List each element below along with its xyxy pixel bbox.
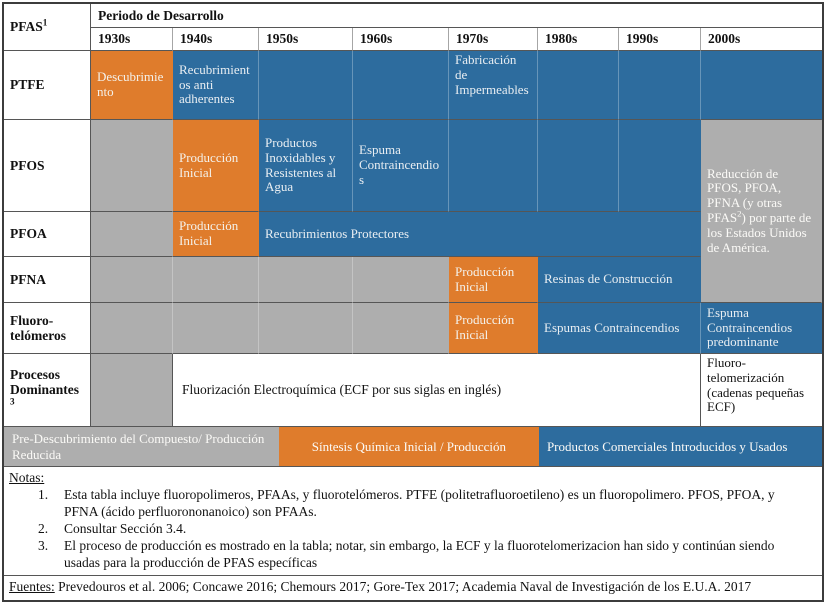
cell-pfoa-1930s bbox=[91, 212, 173, 257]
note-number: 1. bbox=[38, 487, 49, 502]
cell-pro-1930s bbox=[91, 354, 173, 427]
header-decade-1930s: 1930s bbox=[91, 28, 173, 51]
development-table bbox=[4, 4, 822, 427]
processes-label: Procesos Dominantes bbox=[10, 366, 80, 398]
header-pfas bbox=[4, 4, 91, 51]
cell-pro-fluorotelomerization: Fluoro-telomerización (cadenas pequeñas ECF) bbox=[701, 354, 822, 427]
header-decade-1960s: 1960s bbox=[353, 28, 449, 51]
cell-flu-1950s bbox=[259, 303, 353, 354]
cell-pfna-initial-production: Producción Inicial bbox=[449, 257, 538, 303]
cell-ptfe-1950s bbox=[259, 51, 353, 120]
legend-commercial-label: Productos Comerciales Introducidos y Usados bbox=[546, 438, 788, 454]
cell-pfna-1950s bbox=[259, 257, 353, 303]
cell-flu-initial-production: Producción Inicial bbox=[449, 303, 538, 354]
legend-synthesis bbox=[279, 427, 539, 466]
legend bbox=[4, 427, 822, 467]
note-text: Esta tabla incluye fluoropolimeros, PFAAs, y fluorotelómeros. PTFE (politetrafluoroetileno) es un fluoropolimero. PFOS, PFOA, y PFNA (ácido perfluorononanoico) son PFAAs. bbox=[64, 487, 775, 519]
cell-flu-foam-predominant: Espuma Contraincendios predominante bbox=[701, 303, 822, 354]
sources-label: Fuentes: bbox=[9, 579, 55, 594]
cell-pfos-1980s bbox=[538, 120, 619, 212]
cell-ptfe-1980s bbox=[538, 51, 619, 120]
notes-section bbox=[4, 467, 822, 575]
row-label-pfoa: PFOA bbox=[4, 212, 91, 257]
notes-title: Notas: bbox=[9, 470, 45, 485]
header-decade-1970s: 1970s bbox=[449, 28, 538, 51]
cell-pfos-1970s bbox=[449, 120, 538, 212]
row-label-fluorotelomers: Fluoro-telómeros bbox=[4, 303, 91, 354]
cell-pfna-1940s bbox=[173, 257, 259, 303]
processes-superscript: 3 bbox=[10, 396, 15, 407]
cell-flu-1940s bbox=[173, 303, 259, 354]
note-number: 2. bbox=[38, 521, 49, 536]
header-decade-1940s: 1940s bbox=[173, 28, 259, 51]
header-decade-1980s: 1980s bbox=[538, 28, 619, 51]
cell-ptfe-discovery: Descubrimiento bbox=[91, 51, 173, 120]
legend-pre-discovery-label: Pre-Descubrimiento del Compuesto/ Producción Reducida bbox=[12, 430, 265, 462]
note-item-3 bbox=[38, 537, 814, 571]
reduction-text-tail: ) por parte de los Estados Unidos de América. bbox=[707, 210, 812, 255]
pfas-development-figure bbox=[2, 2, 824, 602]
note-number: 3. bbox=[38, 538, 49, 553]
note-text: Consultar Sección 3.4. bbox=[64, 521, 187, 536]
cell-pfos-foam: Espuma Contraincendios bbox=[353, 120, 449, 212]
cell-pfos-initial-production: Producción Inicial bbox=[173, 120, 259, 212]
note-text: El proceso de producción es mostrado en la tabla; notar, sin embargo, la ECF y la fluorotelomerizacion han sido y continúan siendo usadas para la producción de PFAS específicas bbox=[64, 538, 775, 570]
cell-pfna-resins: Resinas de Construcción bbox=[538, 257, 701, 303]
pfas-label: PFAS bbox=[10, 19, 43, 35]
header-decade-1990s: 1990s bbox=[619, 28, 701, 51]
sources-section bbox=[4, 575, 822, 600]
cell-pfos-stainless: Productos Inoxidables y Resistentes al Agua bbox=[259, 120, 353, 212]
cell-pfos-1990s bbox=[619, 120, 701, 212]
row-label-ptfe: PTFE bbox=[4, 51, 91, 120]
legend-commercial bbox=[539, 427, 822, 466]
pfas-superscript: 1 bbox=[42, 17, 48, 28]
legend-synthesis-label: Síntesis Química Inicial / Producción bbox=[311, 438, 507, 454]
cell-ptfe-waterproof: Fabricación de Impermeables bbox=[449, 51, 538, 120]
cell-pfoa-initial-production: Producción Inicial bbox=[173, 212, 259, 257]
cell-pfna-1960s bbox=[353, 257, 449, 303]
note-item-2 bbox=[38, 520, 814, 537]
cell-pfna-1930s bbox=[91, 257, 173, 303]
row-label-pfna: PFNA bbox=[4, 257, 91, 303]
sources-text: Prevedouros et al. 2006; Concawe 2016; Chemours 2017; Gore-Tex 2017; Academia Naval de Investigación de los E.U.A. 2017 bbox=[54, 579, 752, 594]
cell-flu-1930s bbox=[91, 303, 173, 354]
header-decade-2000s: 2000s bbox=[701, 28, 822, 51]
cell-flu-foams: Espumas Contraincendios bbox=[538, 303, 701, 354]
cell-ptfe-2000s bbox=[701, 51, 822, 120]
note-item-1 bbox=[38, 486, 814, 520]
cell-reduction-2000s bbox=[701, 120, 822, 303]
row-label-processes bbox=[4, 354, 91, 427]
row-label-pfos: PFOS bbox=[4, 120, 91, 212]
cell-ptfe-1960s bbox=[353, 51, 449, 120]
cell-pro-ecf: Fluorización Electroquímica (ECF por sus siglas en inglés) bbox=[173, 354, 701, 427]
cell-pfoa-protective: Recubrimientos Protectores bbox=[259, 212, 701, 257]
cell-pfos-1930s bbox=[91, 120, 173, 212]
cell-flu-1960s bbox=[353, 303, 449, 354]
header-decade-1950s: 1950s bbox=[259, 28, 353, 51]
cell-ptfe-coatings: Recubrimientos anti adherentes bbox=[173, 51, 259, 120]
legend-pre-discovery bbox=[4, 427, 279, 466]
header-period: Periodo de Desarrollo bbox=[91, 4, 822, 28]
cell-ptfe-1990s bbox=[619, 51, 701, 120]
reduction-superscript: 2 bbox=[737, 208, 742, 219]
reduction-text: Reducción de PFOS, PFOA, PFNA (y otras PFAS bbox=[707, 165, 783, 225]
